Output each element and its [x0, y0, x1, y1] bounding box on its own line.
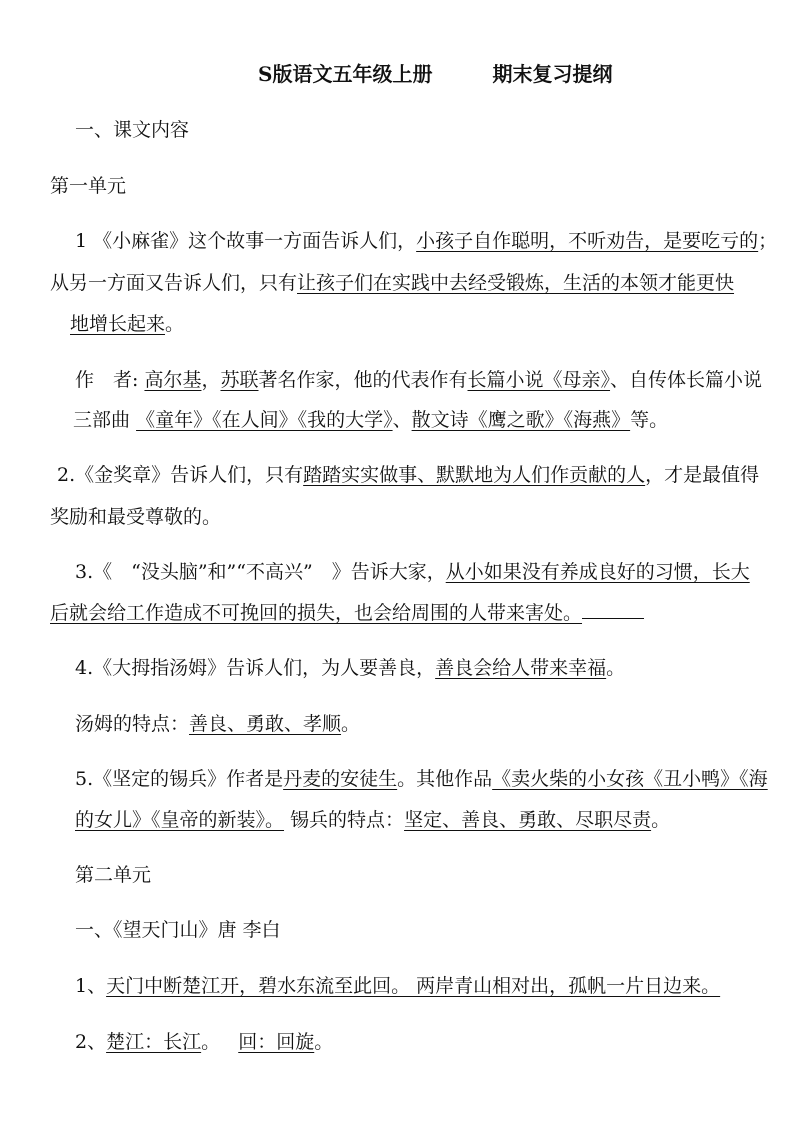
author-name: 高尔基 [144, 369, 202, 391]
item1-answer2-cont: 地增长起来 [70, 313, 166, 335]
item1-line1: 1 《小麻雀》这个故事一方面告诉人们，小孩子自作聪明，不听劝告，是要吃亏的； [75, 230, 778, 252]
item1-answer1: 小孩子自作聪明，不听劝告，是要吃亏的 [416, 230, 759, 252]
tom-traits-line: 汤姆的特点：善良、勇敢、孝顺。 [75, 713, 361, 735]
author-country: 苏联 [220, 369, 259, 391]
item3-line2 [50, 600, 644, 625]
item3-line1: 3.《 “没头脑”和”“不高兴” 》告诉大家，从小如果没有养成良好的习惯，长大 [75, 561, 750, 583]
document-title [258, 62, 612, 86]
item3-blank-line [582, 600, 644, 619]
item3-answer: 从小如果没有养成良好的习惯，长大 [445, 561, 750, 583]
item2-line2: 奖励和最受尊敬的。 [50, 506, 222, 528]
item5-author: 丹麦的安徒生 [283, 768, 398, 790]
item5-works: 《卖火柴的小女孩《丑小鸭》《海 [492, 768, 768, 790]
item2-line1: 2.《金奖章》告诉人们，只有踏踏实实做事、默默地为人们作贡献的人，才是最值得 [57, 464, 760, 486]
item1-line2: 从另一方面又告诉人们，只有让孩子们在实践中去经受锻炼，生活的本领才能更快 [50, 272, 735, 294]
definition-chujiang: 楚江：长江 [106, 1031, 202, 1053]
poem-title: 一、《望天门山》唐 李白 [75, 919, 281, 941]
tom-traits: 善良、勇敢、孝顺 [189, 713, 342, 735]
author-prose-poems: 散文诗《鹰之歌》《海燕》 [411, 409, 631, 431]
author-work1: 长篇小说《母亲》 [467, 369, 611, 391]
item5-works-cont: 的女儿》《皇帝的新装》。 [75, 809, 285, 831]
item1-answer2: 让孩子们在实践中去经受锻炼，生活的本领才能更快 [297, 272, 735, 294]
tin-soldier-traits: 坚定、善良、勇敢、尽职尽责 [404, 809, 652, 831]
item4-line: 4.《大拇指汤姆》告诉人们，为人要善良，善良会给人带来幸福。 [75, 657, 626, 679]
unit2-heading: 第二单元 [75, 864, 152, 886]
unit1-heading: 第一单元 [50, 175, 127, 197]
poem-line1: 1、天门中断楚江开，碧水东流至此回。 两岸青山相对出，孤帆一片日边来。 [75, 975, 721, 997]
title-left: S版语文五年级上册 [258, 62, 433, 86]
item4-answer: 善良会给人带来幸福 [435, 657, 607, 679]
item5-line1: 5.《坚定的锡兵》作者是丹麦的安徒生。其他作品《卖火柴的小女孩《丑小鸭》《海 [75, 768, 768, 790]
author-line2: 三部曲 《童年》《在人间》《我的大学》、散文诗《鹰之歌》《海燕》等。 [73, 409, 669, 431]
author-line1: 作 者: 高尔基，苏联著名作家，他的代表作有长篇小说《母亲》、自传体长篇小说 [75, 369, 763, 391]
item1-line3: 地增长起来。 [70, 313, 185, 335]
author-trilogy: 《童年》《在人间》《我的大学》 [136, 409, 393, 431]
definition-hui: 回：回旋 [238, 1031, 315, 1053]
item5-line2: 的女儿》《皇帝的新装》。 锡兵的特点：坚定、善良、勇敢、尽职尽责。 [75, 809, 671, 831]
item2-answer: 踏踏实实做事、默默地为人们作贡献的人 [303, 464, 646, 486]
section-heading-lesson-content: 一、课文内容 [75, 119, 190, 141]
poem-text: 天门中断楚江开，碧水东流至此回。 两岸青山相对出，孤帆一片日边来。 [106, 975, 721, 997]
item3-answer-cont: 后就会给工作造成不可挽回的损失，也会给周围的人带来害处。 [50, 602, 583, 624]
title-right: 期末复习提纲 [492, 62, 613, 86]
poem-line2: 2、楚江：长江。 回：回旋。 [75, 1031, 334, 1053]
